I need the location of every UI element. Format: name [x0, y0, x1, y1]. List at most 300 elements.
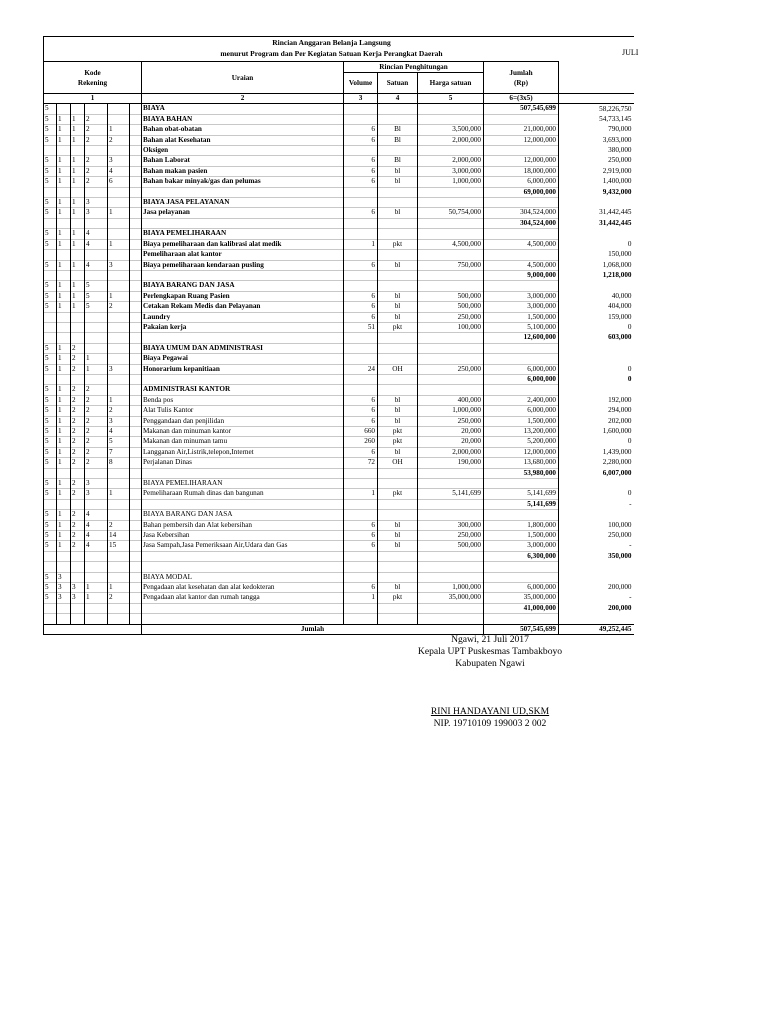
uraian-cell: BIAYA MODAL: [142, 572, 344, 582]
kode-cell: 5: [44, 458, 57, 468]
kode-cell: 1: [71, 198, 85, 208]
volume-cell: 6: [344, 135, 378, 145]
kode-cell: 3: [57, 583, 71, 593]
kode-cell: 1: [85, 354, 108, 364]
kode-cell: [57, 104, 71, 114]
table-row: [44, 291, 634, 301]
kode-cell: 1: [57, 489, 71, 499]
volume-cell: 6: [344, 541, 378, 551]
harga-cell: 50,754,000: [418, 208, 484, 218]
table-row: [44, 374, 634, 384]
uraian-cell: BIAYA: [142, 104, 344, 114]
kode-cell: 1: [57, 302, 71, 312]
kode-cell: 1: [108, 291, 130, 301]
harga-cell: 3,000,000: [418, 166, 484, 176]
title-cell: [44, 37, 639, 62]
spacer-cell: [130, 531, 142, 541]
kode-cell: 1: [85, 593, 108, 603]
kode-cell: 1: [71, 302, 85, 312]
harga-cell: [418, 468, 484, 478]
kode-cell: 5: [44, 437, 57, 447]
kode-cell: 4: [108, 427, 130, 437]
kode-cell: 5: [44, 427, 57, 437]
kode-cell: 2: [71, 531, 85, 541]
volume-cell: [344, 354, 378, 364]
harga-cell: 500,000: [418, 302, 484, 312]
kode-cell: 1: [71, 239, 85, 249]
total-spacer: [44, 624, 142, 634]
satuan-cell: [378, 229, 418, 239]
satuan-cell: [378, 104, 418, 114]
kode-cell: 1: [57, 125, 71, 135]
kode-cell: 1: [57, 406, 71, 416]
volume-cell: 6: [344, 125, 378, 135]
harga-cell: 4,500,000: [418, 239, 484, 249]
kode-cell: 2: [85, 427, 108, 437]
table-row: [44, 229, 634, 239]
kode-cell: 4: [85, 520, 108, 530]
extra-value-cell: [559, 510, 634, 520]
table-row: [44, 208, 634, 218]
kode-cell: 2: [85, 395, 108, 405]
kode-cell: 5: [85, 281, 108, 291]
title-line-1: Rincian Anggaran Belanja Langsung: [272, 38, 391, 47]
kode-cell: 5: [44, 541, 57, 551]
volume-cell: [344, 270, 378, 280]
uraian-cell: [142, 187, 344, 197]
table-row: [44, 489, 634, 499]
kode-cell: 1: [57, 156, 71, 166]
uraian-cell: [142, 562, 344, 572]
spacer-cell: [130, 114, 142, 124]
colnum-6: 6=(3x5): [484, 94, 559, 104]
uraian-cell: Laundry: [142, 312, 344, 322]
harga-cell: [418, 614, 484, 624]
kode-cell: [108, 229, 130, 239]
jumlah-cell: 3,000,000: [484, 291, 559, 301]
kode-cell: [44, 551, 57, 561]
volume-cell: 51: [344, 322, 378, 332]
kode-cell: 3: [85, 208, 108, 218]
kode-cell: [44, 562, 57, 572]
volume-cell: [344, 510, 378, 520]
uraian-cell: BIAYA PEMELIHARAAN: [142, 229, 344, 239]
kode-cell: 2: [108, 520, 130, 530]
jumlah-cell: 5,100,000: [484, 322, 559, 332]
kode-cell: 3: [57, 593, 71, 603]
jumlah-cell: [484, 250, 559, 260]
extra-value-cell: 202,000: [608, 416, 632, 425]
extra-value-cell: 0: [627, 239, 632, 248]
satuan-cell: pkt: [378, 239, 418, 249]
harga-cell: 35,000,000: [418, 593, 484, 603]
extra-value-cell: 1,600,000: [602, 427, 632, 435]
volume-cell: [344, 479, 378, 489]
uraian-cell: [142, 499, 344, 509]
jumlah-cell: [484, 343, 559, 353]
kode-cell: [108, 187, 130, 197]
jumlah-cell: 6,300,000: [484, 551, 559, 561]
kode-cell: [57, 322, 71, 332]
extra-value-cell: 31,442,445: [599, 208, 632, 217]
table-row: [44, 260, 634, 270]
kode-cell: 1: [108, 395, 130, 405]
kode-cell: 5: [44, 208, 57, 218]
satuan-cell: [378, 354, 418, 364]
kode-cell: 5: [44, 198, 57, 208]
satuan-cell: [378, 114, 418, 124]
table-row: [44, 198, 634, 208]
extra-value-cell: 1,218,000: [602, 270, 632, 279]
kode-cell: 2: [85, 447, 108, 457]
kode-cell: [71, 499, 85, 509]
uraian-cell: Benda pos: [142, 395, 344, 405]
kode-cell: [108, 385, 130, 395]
spacer-cell: [130, 229, 142, 239]
kode-cell: [71, 333, 85, 343]
kode-cell: [85, 104, 108, 114]
volume-cell: 6: [344, 208, 378, 218]
table-row: [44, 583, 634, 593]
kode-cell: [44, 218, 57, 228]
harga-cell: 190,000: [418, 458, 484, 468]
kode-cell: [108, 479, 130, 489]
uraian-cell: Pemeliharaan alat kantor: [142, 250, 344, 260]
kode-cell: 1: [71, 208, 85, 218]
spacer-cell: [130, 343, 142, 353]
jumlah-cell: [484, 562, 559, 572]
satuan-cell: [378, 343, 418, 353]
volume-cell: 6: [344, 416, 378, 426]
jumlah-cell: [484, 479, 559, 489]
uraian-cell: [142, 603, 344, 613]
harga-cell: [418, 281, 484, 291]
uraian-cell: Bahan makan pasien: [142, 166, 344, 176]
kode-cell: 1: [57, 114, 71, 124]
spacer-cell: [130, 520, 142, 530]
extra-value-cell: 1,439,000: [602, 447, 632, 456]
extra-value-cell: [559, 198, 634, 208]
satuan-cell: bl: [378, 166, 418, 176]
spacer-cell: [130, 614, 142, 624]
extra-value-cell: 31,442,445: [599, 218, 632, 227]
spacer-cell: [130, 322, 142, 332]
kode-cell: [108, 603, 130, 613]
volume-cell: [344, 146, 378, 156]
extra-value-cell: 380,000: [608, 146, 632, 155]
kode-cell: 4: [108, 166, 130, 176]
kode-cell: 5: [44, 447, 57, 457]
table-row: [44, 322, 634, 332]
header-harga: Harga satuan: [418, 73, 484, 94]
spacer-cell: [130, 416, 142, 426]
jumlah-cell: [484, 198, 559, 208]
kode-cell: [85, 572, 108, 582]
kode-cell: 5: [44, 291, 57, 301]
table-row: [44, 250, 634, 260]
kode-cell: 1: [57, 364, 71, 374]
kode-cell: 1: [71, 125, 85, 135]
harga-cell: [418, 510, 484, 520]
harga-cell: [418, 198, 484, 208]
kode-cell: 2: [71, 520, 85, 530]
kode-cell: [108, 104, 130, 114]
kode-cell: [85, 614, 108, 624]
uraian-cell: Penggandaan dan penjilidan: [142, 416, 344, 426]
kode-cell: [71, 218, 85, 228]
kode-cell: 2: [71, 406, 85, 416]
satuan-cell: [378, 187, 418, 197]
kode-cell: 1: [108, 208, 130, 218]
budget-table: [43, 36, 639, 635]
kode-cell: 1: [71, 291, 85, 301]
kode-cell: [44, 322, 57, 332]
volume-cell: [344, 385, 378, 395]
spacer-cell: [130, 395, 142, 405]
header-volume: Volume: [344, 73, 378, 94]
jumlah-cell: 1,500,000: [484, 312, 559, 322]
kode-cell: 2: [71, 437, 85, 447]
spacer-cell: [130, 218, 142, 228]
satuan-cell: bl: [378, 260, 418, 270]
jumlah-cell: [484, 614, 559, 624]
uraian-cell: [142, 468, 344, 478]
spacer-cell: [130, 385, 142, 395]
spacer-cell: [130, 354, 142, 364]
uraian-cell: Jasa Kebersihan: [142, 531, 344, 541]
jumlah-cell: 4,500,000: [484, 260, 559, 270]
jumlah-cell: 6,000,000: [484, 374, 559, 384]
colnum-1: 1: [44, 94, 142, 104]
kode-cell: 2: [71, 510, 85, 520]
spacer-cell: [130, 551, 142, 561]
table-row: [44, 447, 634, 457]
uraian-cell: BIAYA BARANG DAN JASA: [142, 281, 344, 291]
kode-cell: 1: [71, 166, 85, 176]
kode-cell: [85, 374, 108, 384]
harga-cell: [418, 333, 484, 343]
uraian-cell: Langganan Air,Listrik,telepon,Internet: [142, 447, 344, 457]
satuan-cell: [378, 374, 418, 384]
sign-place-date: Ngawi, 21 Juli 2017: [451, 634, 529, 645]
volume-cell: [344, 551, 378, 561]
volume-cell: 6: [344, 156, 378, 166]
table-row: [44, 593, 634, 603]
uraian-cell: [142, 270, 344, 280]
extra-value-cell: 0: [627, 374, 632, 383]
header-uraian: Uraian: [142, 62, 344, 94]
kode-cell: 5: [44, 416, 57, 426]
satuan-cell: OH: [378, 458, 418, 468]
table-row: [44, 104, 634, 114]
kode-cell: 5: [44, 177, 57, 187]
kode-cell: 2: [71, 427, 85, 437]
extra-value-cell: 404,000: [608, 302, 632, 311]
jumlah-cell: 9,000,000: [484, 270, 559, 280]
volume-cell: [344, 468, 378, 478]
kode-cell: 3: [85, 198, 108, 208]
total-extra: 49,252,445: [559, 624, 634, 634]
kode-cell: [85, 562, 108, 572]
spacer-cell: [130, 427, 142, 437]
extra-value-cell: 40,000: [611, 291, 632, 300]
kode-cell: 2: [85, 156, 108, 166]
extra-value-cell: -: [629, 499, 632, 508]
satuan-cell: bl: [378, 531, 418, 541]
colnum-4: 4: [378, 94, 418, 104]
satuan-cell: Bl: [378, 156, 418, 166]
kode-cell: 2: [71, 343, 85, 353]
jumlah-cell: 2,400,000: [484, 395, 559, 405]
satuan-cell: bl: [378, 447, 418, 457]
kode-cell: [57, 250, 71, 260]
kode-cell: 8: [108, 458, 130, 468]
harga-cell: [418, 562, 484, 572]
header-jumlah: [484, 62, 559, 94]
extra-value-cell: 9,432,000: [602, 187, 632, 196]
kode-cell: 4: [85, 541, 108, 551]
table-row: [44, 572, 634, 582]
spacer-cell: [130, 291, 142, 301]
kode-cell: 15: [108, 541, 130, 551]
jumlah-cell: 53,980,000: [484, 468, 559, 478]
spacer-cell: [130, 125, 142, 135]
satuan-cell: [378, 198, 418, 208]
volume-cell: 6: [344, 583, 378, 593]
extra-value-cell: 250,000: [608, 531, 632, 540]
kode-cell: 1: [57, 531, 71, 541]
extra-value-cell: 54,733,145: [599, 114, 632, 123]
table-row: [44, 416, 634, 426]
kode-cell: 1: [57, 166, 71, 176]
volume-cell: 6: [344, 177, 378, 187]
satuan-cell: bl: [378, 291, 418, 301]
table-row: [44, 385, 634, 395]
table-row: [44, 166, 634, 176]
jumlah-cell: 304,524,000: [484, 218, 559, 228]
spacer-cell: [130, 239, 142, 249]
harga-cell: [418, 250, 484, 260]
volume-cell: 1: [344, 239, 378, 249]
kode-cell: 5: [44, 479, 57, 489]
signature-block: [395, 634, 585, 730]
jumlah-cell: 5,200,000: [484, 437, 559, 447]
kode-cell: 5: [44, 135, 57, 145]
jumlah-cell: 304,524,000: [484, 208, 559, 218]
volume-cell: [344, 218, 378, 228]
jumlah-cell: 3,000,000: [484, 541, 559, 551]
kode-cell: [85, 250, 108, 260]
kode-cell: [108, 343, 130, 353]
jumlah-cell: 6,000,000: [484, 364, 559, 374]
harga-cell: [418, 104, 484, 114]
harga-cell: 400,000: [418, 395, 484, 405]
spacer-cell: [130, 447, 142, 457]
month-label: JULI: [622, 48, 639, 57]
kode-cell: 4: [85, 260, 108, 270]
harga-cell: [418, 270, 484, 280]
uraian-cell: Bahan bakar minyak/gas dan pelumas: [142, 177, 344, 187]
table-row: [44, 114, 634, 124]
kode-cell: 5: [108, 437, 130, 447]
volume-cell: 6: [344, 531, 378, 541]
satuan-cell: pkt: [378, 437, 418, 447]
table-row: [44, 395, 634, 405]
extra-value-cell: [559, 572, 634, 582]
volume-cell: 6: [344, 302, 378, 312]
uraian-cell: Makanan dan minuman tamu: [142, 437, 344, 447]
table-row: [44, 364, 634, 374]
table-row: [44, 125, 634, 135]
satuan-cell: bl: [378, 208, 418, 218]
table-row: [44, 562, 634, 572]
spacer-cell: [130, 583, 142, 593]
kode-cell: [71, 551, 85, 561]
kode-cell: 5: [44, 166, 57, 176]
uraian-cell: Jasa Sampah,Jasa Pemeriksaan Air,Udara dan Gas: [142, 541, 344, 551]
kode-cell: 2: [85, 135, 108, 145]
kode-cell: [44, 468, 57, 478]
spacer-cell: [130, 406, 142, 416]
harga-cell: [418, 603, 484, 613]
uraian-cell: Bahan obat-obatan: [142, 125, 344, 135]
jumlah-cell: [484, 281, 559, 291]
table-row: [44, 520, 634, 530]
kode-cell: [71, 562, 85, 572]
kode-cell: [108, 510, 130, 520]
kode-cell: 2: [85, 177, 108, 187]
uraian-cell: [142, 374, 344, 384]
extra-value-cell: [559, 562, 634, 572]
volume-cell: 6: [344, 291, 378, 301]
uraian-cell: ADMINISTRASI KANTOR: [142, 385, 344, 395]
jumlah-cell: [484, 146, 559, 156]
harga-cell: [418, 146, 484, 156]
table-row: [44, 614, 634, 624]
spacer-cell: [130, 312, 142, 322]
volume-cell: 6: [344, 395, 378, 405]
table-row: [44, 333, 634, 343]
uraian-cell: Oksigen: [142, 146, 344, 156]
kode-cell: 2: [85, 114, 108, 124]
kode-cell: 1: [57, 437, 71, 447]
total-label: Jumlah: [142, 624, 484, 634]
sign-nip: NIP. 19710109 199003 2 002: [433, 718, 547, 729]
kode-cell: 5: [44, 395, 57, 405]
header-extra: [559, 62, 634, 94]
jumlah-cell: 1,800,000: [484, 520, 559, 530]
harga-cell: 2,000,000: [418, 135, 484, 145]
kode-cell: [108, 572, 130, 582]
jumlah-cell: [484, 385, 559, 395]
kode-cell: [108, 614, 130, 624]
kode-cell: 1: [108, 239, 130, 249]
satuan-cell: pkt: [378, 427, 418, 437]
kode-cell: [71, 270, 85, 280]
harga-cell: 20,000: [418, 427, 484, 437]
uraian-cell: [142, 551, 344, 561]
harga-cell: [418, 385, 484, 395]
spacer-cell: [130, 270, 142, 280]
uraian-cell: BIAYA BAHAN: [142, 114, 344, 124]
spacer-cell: [130, 572, 142, 582]
harga-cell: 1,000,000: [418, 406, 484, 416]
harga-cell: 2,000,000: [418, 156, 484, 166]
kode-cell: 6: [108, 177, 130, 187]
kode-cell: [57, 270, 71, 280]
kode-cell: [71, 187, 85, 197]
jumlah-cell: 6,000,000: [484, 583, 559, 593]
